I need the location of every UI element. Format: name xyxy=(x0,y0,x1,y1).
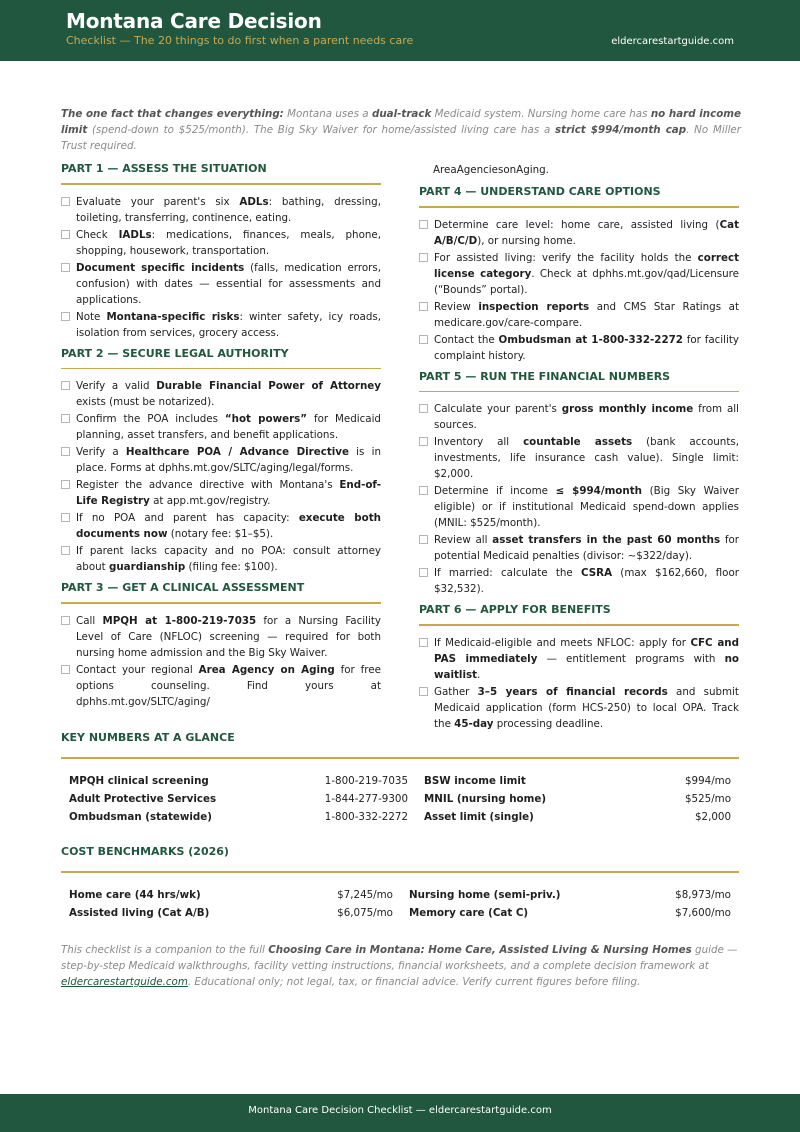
item-emphasis: Cat A/B/C/D xyxy=(434,218,739,247)
checklist-item xyxy=(61,662,381,710)
checkbox[interactable] xyxy=(419,437,428,446)
checkbox[interactable] xyxy=(419,404,428,413)
key-value: $994/mo xyxy=(684,774,731,787)
table-row xyxy=(61,772,739,790)
item-text: (bank accounts, investments, life insurance cash value). Single limit: $2,000. xyxy=(434,436,739,480)
section-divider xyxy=(61,368,381,370)
checklist-item xyxy=(419,635,739,683)
checkbox[interactable] xyxy=(419,535,428,544)
checkbox[interactable] xyxy=(61,381,70,390)
part6-section xyxy=(419,603,739,732)
item-emphasis: CFC and PAS immediately xyxy=(434,636,739,665)
checklist-item xyxy=(419,684,739,732)
part3-section xyxy=(61,581,381,710)
item-emphasis: Montana-specific risks xyxy=(106,310,240,323)
item-text: — entitlement programs with xyxy=(537,652,725,665)
item-emphasis: Healthcare POA / Advance Directive xyxy=(125,446,349,458)
item-text: Review xyxy=(434,300,479,313)
checklist-item xyxy=(61,477,381,509)
item-text: For assisted living: verify the facility holds the xyxy=(434,251,698,264)
key-fact-text: . No Miller Trust required. xyxy=(61,124,741,152)
item-text: for a Nursing Facility Level of Care (NFLOC) screening — required for both nursing home admission and the Big Sky Waiver. xyxy=(76,614,381,659)
item-emphasis: correct license category xyxy=(434,251,739,280)
checkbox[interactable] xyxy=(419,568,428,577)
checklist-item xyxy=(419,483,739,531)
checklist-item xyxy=(61,543,381,575)
right-column xyxy=(419,162,739,738)
item-text: (falls, medication errors, confusion) with dates — essential for assessments and applications. xyxy=(76,261,382,306)
item-emphasis: execute both documents now xyxy=(76,512,382,540)
checklist-item xyxy=(61,613,381,661)
footer-banner xyxy=(0,1094,800,1132)
table-row xyxy=(61,808,739,826)
item-text: and CMS Star Ratings at medicare.gov/care-compare. xyxy=(434,300,739,329)
key-label: MPQH clinical screening xyxy=(69,774,209,787)
item-text: Contact the xyxy=(434,333,499,346)
item-text: Confirm the POA includes xyxy=(76,413,225,425)
cost-value: $8,973/mo xyxy=(675,888,731,901)
key-fact-text: Montana uses a xyxy=(283,108,372,120)
left-column xyxy=(61,162,381,716)
section-divider xyxy=(419,624,739,626)
checklist-item xyxy=(61,510,381,542)
item-emphasis: countable assets xyxy=(523,436,633,448)
item-emphasis: Durable Financial Power of Attorney xyxy=(156,380,381,392)
item-text: Verify a valid xyxy=(76,380,157,392)
checkbox[interactable] xyxy=(419,335,428,344)
item-text: (Big Sky Waiver eligible) or if institutional Medicaid spend-down applies (MNIL: $525/month). xyxy=(434,485,739,529)
part6-title: PART 6 — APPLY FOR BENEFITS xyxy=(419,603,611,616)
checkbox[interactable] xyxy=(61,480,70,489)
item-text: . Check at dphhs.mt.gov/qad/Licensure (“Bounds” portal). xyxy=(434,267,739,296)
item-text: Call xyxy=(76,614,103,627)
part3-carryover-text: AreaAgenciesonAging. xyxy=(433,164,549,176)
item-text: ), or nursing home. xyxy=(477,234,576,247)
item-text: (notary fee: $1–$5). xyxy=(167,528,274,540)
cost-value: $6,075/mo xyxy=(337,906,393,919)
key-value: $2,000 xyxy=(694,810,731,823)
guide-title: Choosing Care in Montana: Home Care, Assisted Living & Nursing Homes xyxy=(268,944,692,956)
part4-title: PART 4 — UNDERSTAND CARE OPTIONS xyxy=(419,185,661,198)
item-text: Contact your regional xyxy=(76,663,199,676)
checkbox[interactable] xyxy=(419,687,428,696)
item-text: (filing fee: $100). xyxy=(185,561,278,573)
item-text: is in place. Forms at dphhs.mt.gov/SLTC/aging/legal/forms. xyxy=(76,446,381,474)
cost-label: Nursing home (semi-priv.) xyxy=(409,888,561,901)
section-divider xyxy=(61,757,739,759)
cost-benchmarks-title: COST BENCHMARKS (2026) xyxy=(61,845,229,858)
key-value: 1-844-277-9300 xyxy=(324,792,408,805)
item-text: for free options counseling. Find yours at dphhs.mt.gov/SLTC/aging/ xyxy=(76,663,381,708)
item-text: : bathing, dressing, toileting, transferring, continence, eating. xyxy=(76,195,381,224)
key-fact-emphasis: no hard income limit xyxy=(61,108,742,136)
checklist-item xyxy=(61,260,381,308)
item-emphasis: 3–5 years of financial records xyxy=(477,685,668,698)
key-value: $525/mo xyxy=(684,792,731,805)
item-emphasis: gross monthly income xyxy=(561,403,694,415)
key-label: BSW income limit xyxy=(424,774,526,787)
checkbox[interactable] xyxy=(61,197,70,206)
cost-value: $7,245/mo xyxy=(337,888,393,901)
item-text: . xyxy=(477,668,481,681)
section-divider xyxy=(61,183,381,185)
item-text: processing deadline. xyxy=(493,717,604,730)
key-fact-emphasis: strict $994/month cap xyxy=(555,124,687,136)
key-fact-paragraph xyxy=(61,106,741,154)
item-text: Determine if income xyxy=(434,485,556,497)
checkbox[interactable] xyxy=(61,546,70,555)
header-url: eldercarestartguide.com xyxy=(611,36,734,47)
closing-text: . Educational only; not legal, tax, or financial advice. Verify current figures before filing. xyxy=(187,976,641,988)
item-emphasis: Document specific incidents xyxy=(76,261,245,274)
section-divider xyxy=(419,391,739,393)
checklist-item xyxy=(61,444,381,476)
item-emphasis: CSRA xyxy=(580,567,613,579)
checkbox[interactable] xyxy=(419,253,428,262)
checklist-item xyxy=(419,434,739,482)
item-emphasis: inspection reports xyxy=(478,300,590,313)
item-text: Verify a xyxy=(76,446,126,458)
checklist-item xyxy=(419,250,739,298)
cost-label: Home care (44 hrs/wk) xyxy=(69,888,201,901)
key-label: Asset limit (single) xyxy=(424,810,534,823)
key-fact-emphasis: dual-track xyxy=(371,108,432,120)
checkbox[interactable] xyxy=(61,513,70,522)
part5-section xyxy=(419,370,739,598)
item-emphasis: Area Agency on Aging xyxy=(198,663,335,676)
part4-section xyxy=(419,185,739,364)
checklist-item xyxy=(419,565,739,597)
item-emphasis: asset transfers in the past 60 months xyxy=(492,534,721,546)
item-text: Determine care level: home care, assisted living ( xyxy=(434,218,720,231)
checkbox[interactable] xyxy=(419,638,428,647)
checkbox[interactable] xyxy=(61,263,70,272)
part5-title: PART 5 — RUN THE FINANCIAL NUMBERS xyxy=(419,369,671,383)
item-text: for Medicaid planning, asset transfers, and benefit applications. xyxy=(76,413,381,441)
checkbox[interactable] xyxy=(61,447,70,456)
item-text: Inventory all xyxy=(434,436,524,448)
part2-title: PART 2 — SECURE LEGAL AUTHORITY xyxy=(61,346,289,360)
header-banner xyxy=(0,0,800,61)
item-text: Register the advance directive with Montana's xyxy=(76,479,340,491)
checklist-item xyxy=(419,299,739,331)
cost-benchmarks-table xyxy=(61,886,739,922)
checklist-item xyxy=(419,332,739,364)
checklist-item xyxy=(419,217,739,249)
cost-label: Memory care (Cat C) xyxy=(409,906,529,919)
checkbox[interactable] xyxy=(419,486,428,495)
part1-title: PART 1 — ASSESS THE SITUATION xyxy=(61,162,267,175)
checkbox[interactable] xyxy=(419,302,428,311)
key-numbers-table xyxy=(61,772,739,826)
page-subtitle: Checklist — The 20 things to do first when a parent needs care xyxy=(66,34,414,47)
closing-text: guide — step-by-step Medicaid walkthroughs, facility vetting instructions, financial worksheets, and a complete decision framework at xyxy=(61,944,738,972)
checklist-item xyxy=(419,401,739,433)
cost-label: Assisted living (Cat A/B) xyxy=(69,906,210,919)
item-text: If Medicaid-eligible and meets NFLOC: apply for xyxy=(434,636,691,649)
key-label: Ombudsman (statewide) xyxy=(69,810,212,823)
item-emphasis: ≤ $994/month xyxy=(555,485,642,497)
item-text: If parent lacks capacity and no POA: consult attorney about xyxy=(76,545,381,573)
item-emphasis: MPQH at 1-800-219-7035 xyxy=(102,614,257,627)
key-label: MNIL (nursing home) xyxy=(424,792,547,805)
item-emphasis: IADLs xyxy=(118,228,152,241)
item-text: (max $162,660, floor $32,532). xyxy=(434,567,739,595)
part2-section xyxy=(61,347,381,576)
closing-note xyxy=(61,942,741,990)
checklist-item xyxy=(61,378,381,410)
item-text: Gather xyxy=(434,685,478,698)
checkbox[interactable] xyxy=(61,616,70,625)
key-numbers-title: KEY NUMBERS AT A GLANCE xyxy=(61,731,235,744)
item-text: : medications, finances, meals, phone, shopping, housework, transportation. xyxy=(76,228,381,257)
cost-value: $7,600/mo xyxy=(675,906,731,919)
table-row xyxy=(61,904,739,922)
footer-text: Montana Care Decision Checklist — eldercarestartguide.com xyxy=(248,1105,552,1116)
item-text: Review all xyxy=(434,534,493,546)
item-text: If no POA and parent has capacity: xyxy=(76,512,299,524)
checkbox[interactable] xyxy=(61,312,70,321)
item-text: at app.mt.gov/registry. xyxy=(149,495,271,507)
checkbox[interactable] xyxy=(61,665,70,674)
item-text: exists (must be notarized). xyxy=(76,396,215,408)
item-text: from all sources. xyxy=(434,403,739,431)
guide-link[interactable]: eldercarestartguide.com xyxy=(61,976,188,988)
item-text: Check xyxy=(76,228,119,241)
checklist-item xyxy=(61,194,381,226)
section-divider xyxy=(61,602,381,604)
part3-title: PART 3 — GET A CLINICAL ASSESSMENT xyxy=(61,581,305,594)
key-fact-text: Medicaid system. Nursing home care has xyxy=(431,108,651,120)
item-text: for facility complaint history. xyxy=(434,333,739,362)
checkbox[interactable] xyxy=(61,230,70,239)
item-emphasis: 45-day xyxy=(454,717,494,730)
item-emphasis: no waitlist xyxy=(434,652,739,681)
section-divider xyxy=(61,871,739,873)
item-text: Calculate your parent's xyxy=(434,403,562,415)
item-emphasis: ADLs xyxy=(239,195,269,208)
checklist-item xyxy=(61,411,381,443)
item-text: Note xyxy=(76,310,107,323)
key-value: 1-800-219-7035 xyxy=(324,774,408,787)
item-text: Evaluate your parent's six xyxy=(76,195,240,208)
table-row xyxy=(61,886,739,904)
key-label: Adult Protective Services xyxy=(69,792,217,805)
item-emphasis: End-of-Life Registry xyxy=(76,479,381,507)
section-divider xyxy=(419,206,739,208)
item-text: for potential Medicaid penalties (divisor: ~$322/day). xyxy=(434,534,739,562)
key-value: 1-800-332-2272 xyxy=(324,810,408,823)
checklist-item xyxy=(61,309,381,341)
page-title: Montana Care Decision xyxy=(66,9,322,33)
checklist-item xyxy=(419,532,739,564)
item-text: : winter safety, icy roads, isolation from services, grocery access. xyxy=(76,310,381,339)
item-text: and submit Medicaid application (form HCS-250) to local OPA. Track the xyxy=(434,685,739,730)
key-fact-lead: The one fact that changes everything: xyxy=(61,108,284,120)
part1-section xyxy=(61,162,381,341)
checklist-item xyxy=(61,227,381,259)
item-emphasis: guardianship xyxy=(108,561,186,573)
item-emphasis: “hot powers” xyxy=(224,413,308,425)
table-row xyxy=(61,790,739,808)
item-emphasis: Ombudsman at 1-800-332-2272 xyxy=(498,333,683,346)
item-text: If married: calculate the xyxy=(434,567,581,579)
cost-benchmarks-section xyxy=(61,845,739,922)
key-fact-text: (spend-down to $525/month). The Big Sky Waiver for home/assisted living care has a xyxy=(87,124,556,136)
key-numbers-section xyxy=(61,731,739,826)
checkbox[interactable] xyxy=(419,220,428,229)
closing-text: This checklist is a companion to the full xyxy=(61,944,269,956)
checkbox[interactable] xyxy=(61,414,70,423)
